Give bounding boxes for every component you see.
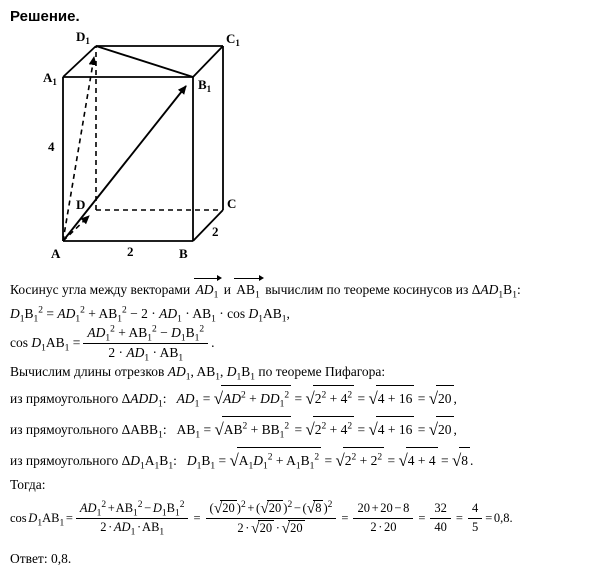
parallelepiped-figure bbox=[20, 27, 248, 265]
equals-sign: = bbox=[193, 510, 201, 525]
final-eq-fraction-2 bbox=[206, 500, 337, 536]
final-eq-fraction-1 bbox=[76, 501, 189, 535]
fraction-numerator: $AD_1^2 + AB_1^2 - D_1B_1^2$ bbox=[83, 325, 208, 344]
vertex-label-C1: $C_1$ bbox=[226, 31, 240, 48]
para-cosine-intro: Косинус угла между векторами $AD_1$ и $AB_1$ вычислим по теореме косинусов из $\Delta AD_1B_1$: bbox=[10, 282, 521, 301]
edge-BC bbox=[193, 210, 223, 241]
dim-label-width: 2 bbox=[127, 244, 134, 259]
vertex-label-A: A bbox=[51, 246, 61, 261]
vertex-label-B: B bbox=[179, 246, 188, 261]
final-eq-fraction-4 bbox=[430, 501, 451, 535]
final-eq-fraction-5 bbox=[468, 501, 482, 535]
final-eq-lhs: $\cos D_1AB_1$ = bbox=[10, 510, 73, 528]
final-eq-fraction-3 bbox=[353, 501, 413, 535]
fraction-numerator: 32 bbox=[430, 501, 451, 519]
para-triangle-ABB1 bbox=[10, 416, 590, 443]
fraction-denominator: $2 \cdot AD_1 \cdot AB_1$ bbox=[100, 519, 165, 537]
vertex-label-C: C bbox=[227, 196, 237, 211]
triangle-ADD1-label: из прямоугольного $\Delta ADD_1$: bbox=[10, 391, 167, 410]
fraction-numerator: $AD_1^2 + AB_1^2 - D_1B_1^2$ bbox=[76, 501, 189, 519]
triangle-D1A1B1-label: из прямоугольного $\Delta D_1A_1B_1$: bbox=[10, 453, 177, 472]
vertex-label-B1: $B_1$ bbox=[198, 77, 212, 94]
edge-B1C1 bbox=[193, 46, 223, 77]
equation-cosine-law: $D_1B_1^2 = AD_1^2 + AB_1^2 - 2 \cdot AD_1 \cdot AB_1 \cdot \cos D_1AB_1$, bbox=[10, 305, 290, 325]
fraction-denominator: 2 · √20 · √20 bbox=[237, 519, 303, 537]
triangle-ABB1-formula: $AB_1 = √AB^2 + BB_1^2 = √2^2 + 4^2 = √4 + 16 = √20$ , bbox=[177, 422, 457, 437]
answer-line: Ответ: 0,8. bbox=[10, 551, 72, 566]
para-lengths-intro: Вычислим длины отрезков $AD_1$, $AB_1$, $D_1B_1$ по теореме Пифагора: bbox=[10, 364, 386, 383]
figure-edges bbox=[63, 46, 223, 241]
equation-final bbox=[10, 496, 590, 540]
vertex-label-A1: $A_1$ bbox=[43, 70, 57, 87]
fraction-denominator: $2 \cdot AD_1 \cdot AB_1$ bbox=[108, 344, 184, 364]
triangle-ADD1-formula: $AD_1 = √AD^2 + DD_1^2 = √2^2 + 4^2 = √4 + 16 = √20$ , bbox=[177, 391, 457, 406]
triangle-D1A1B1-formula: $D_1B_1 = √A_1D_1^2 + A_1B_1^2 = √2^2 + 2^2 = √4 + 4 = √8$ . bbox=[187, 453, 474, 468]
figure-labels bbox=[43, 29, 240, 261]
dim-label-depth: 2 bbox=[212, 224, 219, 239]
equation-cos-formula bbox=[10, 324, 590, 364]
fraction-denominator: 40 bbox=[434, 519, 447, 534]
vector-AD1 bbox=[63, 57, 94, 241]
vertex-label-D: D bbox=[76, 197, 86, 212]
vector-AB1 bbox=[63, 86, 186, 241]
vertex-label-D1: $D_1$ bbox=[76, 29, 90, 46]
fraction-numerator: (√20 )$^2$ + (√20 )$^2$ − (√8 )$^2$ bbox=[206, 500, 337, 519]
fraction-numerator: 20 + 20 − 8 bbox=[353, 501, 413, 519]
equals-sign: = bbox=[455, 510, 463, 525]
para-triangle-ADD1 bbox=[10, 385, 590, 412]
segment-D1B1 bbox=[96, 46, 193, 77]
fraction-denominator: 2 · 20 bbox=[370, 519, 397, 534]
triangle-ABB1-label: из прямоугольного $\Delta ABB_1$: bbox=[10, 422, 167, 441]
dim-label-height: 4 bbox=[48, 139, 55, 154]
cos-formula-lhs: $\cos D_1AB_1$ = bbox=[10, 335, 81, 354]
edge-A1D1 bbox=[63, 46, 96, 77]
equals-sign: = bbox=[418, 510, 426, 525]
para-then: Тогда: bbox=[10, 477, 46, 492]
equals-sign: = bbox=[341, 510, 349, 525]
cos-formula-fraction bbox=[83, 325, 208, 362]
solution-heading: Решение. bbox=[10, 8, 80, 25]
fraction-numerator: 4 bbox=[468, 501, 482, 519]
fraction-denominator: 5 bbox=[471, 519, 479, 534]
para-triangle-D1A1B1 bbox=[10, 447, 590, 474]
cos-formula-period: . bbox=[211, 335, 215, 350]
final-eq-result: = 0,8. bbox=[485, 510, 513, 525]
